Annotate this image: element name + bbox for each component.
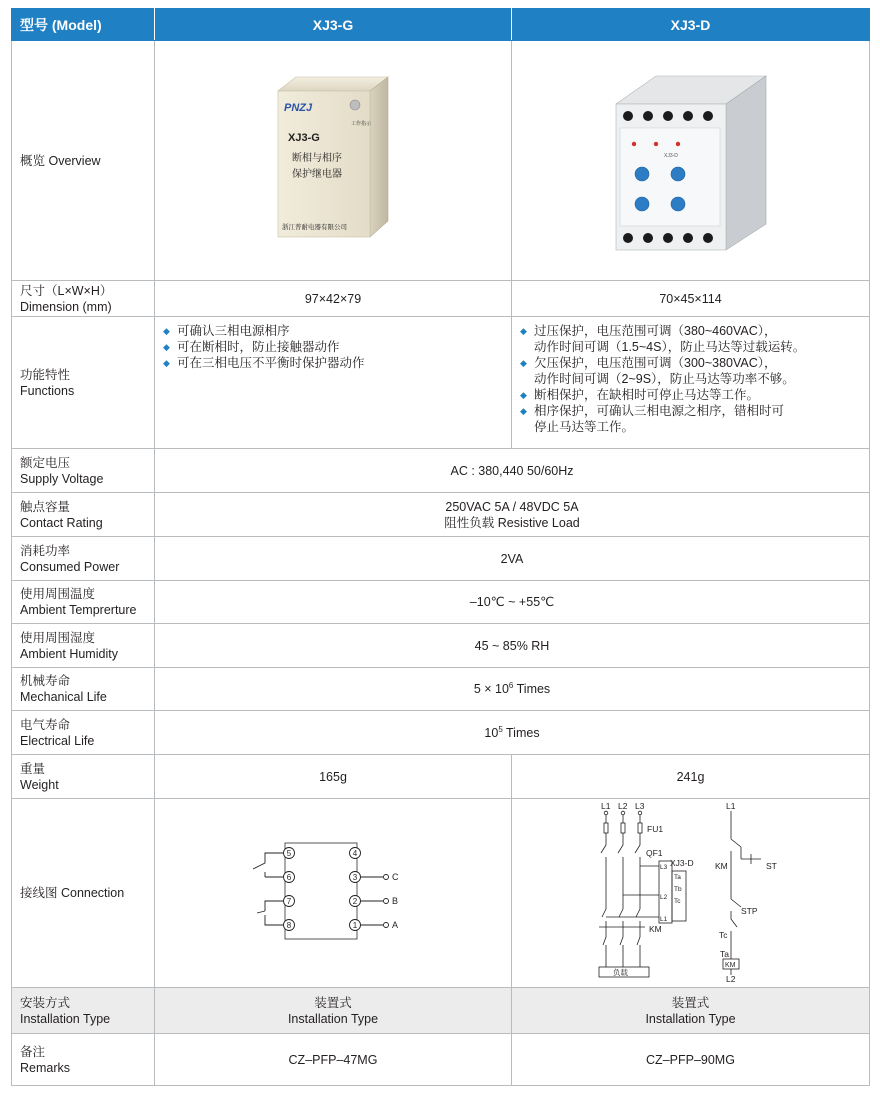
contact-value bbox=[155, 493, 870, 537]
function-item: ◆ 相序保护，可确认三相电源之相序，错相时可 停止马达等工作。 bbox=[520, 403, 869, 435]
weight-label-cn: 重量 bbox=[20, 761, 46, 776]
header-row bbox=[12, 9, 870, 41]
mech-label-en: Mechanical Life bbox=[20, 690, 107, 704]
breaker-label: QF1 bbox=[645, 848, 663, 858]
humidity-value: 45 ~ 85% RH bbox=[155, 624, 870, 668]
function-item: ◆ 断相保护，在缺相时可停止马达等工作。 bbox=[520, 387, 869, 403]
supply-label-en: Supply Voltage bbox=[20, 471, 104, 486]
function-item: ◆ 可在三相电压不平衡时保护器动作 bbox=[163, 355, 511, 371]
contact-value-line1: 250VAC 5A / 48VDC 5A bbox=[445, 499, 579, 514]
weight-label-en: Weight bbox=[20, 777, 59, 792]
wiring-diagram-xj3d bbox=[591, 799, 791, 983]
temp-label bbox=[12, 581, 155, 624]
contact-label bbox=[12, 493, 155, 537]
functions-xj3g bbox=[155, 317, 512, 449]
weight-xj3g: 165g bbox=[155, 755, 512, 799]
mech-label bbox=[12, 668, 155, 711]
row-overview bbox=[12, 41, 870, 281]
temp-value: –10℃ ~ +55℃ bbox=[155, 581, 870, 624]
pin-label: 1 bbox=[352, 921, 358, 930]
elec-label bbox=[12, 711, 155, 755]
humidity-label bbox=[12, 624, 155, 668]
functions-label bbox=[12, 317, 155, 449]
supply-label bbox=[12, 449, 155, 493]
temp-label-en: Ambient Temprerture bbox=[20, 603, 137, 617]
terminal-label: B bbox=[392, 896, 399, 906]
row-ambient-temperature bbox=[12, 581, 870, 624]
remarks-xj3g: CZ–PFP–47MG bbox=[155, 1034, 512, 1086]
mech-value: $5 \times 10^6$ Times bbox=[155, 668, 870, 711]
pin-label: 3 bbox=[352, 873, 358, 882]
power-label bbox=[12, 537, 155, 581]
product-model-label: XJ3-G bbox=[288, 131, 320, 144]
row-installation-type bbox=[12, 988, 870, 1034]
row-ambient-humidity bbox=[12, 624, 870, 668]
power-label-cn: 消耗功率 bbox=[20, 543, 71, 558]
knob-icon bbox=[671, 197, 685, 211]
row-connection bbox=[12, 799, 870, 988]
connection-label: 接线图 Connection bbox=[12, 799, 155, 988]
product-image-xj3g bbox=[155, 41, 512, 281]
dimension-xj3d: 70×45×114 bbox=[512, 281, 870, 317]
load-label: 负载 bbox=[612, 968, 628, 977]
row-consumed-power bbox=[12, 537, 870, 581]
knob-icon bbox=[635, 167, 649, 181]
functions-label-en: Functions bbox=[20, 383, 75, 398]
row-mechanical-life bbox=[12, 668, 870, 711]
row-functions bbox=[12, 317, 870, 449]
product-line2: 保护继电器 bbox=[292, 168, 342, 180]
install-label-cn: 安装方式 bbox=[20, 995, 71, 1010]
product-maker: 浙江普耐电器有限公司 bbox=[282, 223, 347, 231]
contact-label-en: Contact Rating bbox=[20, 515, 103, 530]
control-l1-label: L1 bbox=[725, 801, 735, 811]
contactor-label: KM bbox=[648, 924, 662, 934]
pin-label: 6 bbox=[286, 873, 292, 882]
relay-pin-label: Ta bbox=[673, 874, 681, 881]
humidity-label-en: Ambient Humidity bbox=[20, 646, 118, 661]
pin-label: 8 bbox=[286, 921, 292, 930]
mech-label-cn: 机械寿命 bbox=[20, 674, 71, 688]
temp-label-cn: 使用周围温度 bbox=[20, 587, 96, 601]
relay-pin-label: Tc bbox=[673, 898, 680, 905]
spec-table bbox=[11, 8, 870, 1086]
start-label: ST bbox=[765, 861, 777, 871]
brand-logo: PNZJ bbox=[284, 101, 313, 114]
row-contact-rating bbox=[12, 493, 870, 537]
ta-label: Ta bbox=[719, 949, 729, 959]
row-electrical-life bbox=[12, 711, 870, 755]
row-remarks bbox=[12, 1034, 870, 1086]
functions-xj3d bbox=[512, 317, 870, 449]
phase-label: L1 bbox=[600, 801, 610, 811]
supply-label-cn: 额定电压 bbox=[20, 455, 71, 470]
pin-label: 2 bbox=[352, 897, 358, 906]
relay-label: XJ3-D bbox=[669, 858, 694, 868]
header-col-xj3d: XJ3-D bbox=[512, 9, 870, 41]
header-col-xj3g: XJ3-G bbox=[155, 9, 512, 41]
pin-label: 7 bbox=[286, 897, 292, 906]
elec-label-en: Electrical Life bbox=[20, 733, 95, 748]
indicator-label: 工作指示 bbox=[351, 120, 372, 127]
product-xj3g-illustration bbox=[258, 69, 408, 249]
remarks-label bbox=[12, 1034, 155, 1086]
fuse-label: FU1 bbox=[646, 824, 663, 834]
header-model-label: 型号 (Model) bbox=[12, 9, 155, 41]
phase-label: L3 bbox=[634, 801, 644, 811]
product-line1: 断相与相序 bbox=[292, 152, 342, 164]
power-value: 2VA bbox=[155, 537, 870, 581]
stop-label: STP bbox=[740, 906, 758, 916]
functions-label-cn: 功能特性 bbox=[20, 367, 71, 382]
indicator-lamp-icon bbox=[350, 100, 360, 110]
product-d-model-label: XJ3-D bbox=[663, 152, 678, 159]
relay-pin-label: L1 bbox=[659, 916, 667, 923]
wiring-diagram-xj3g bbox=[243, 841, 423, 941]
coil-label: KM bbox=[724, 962, 735, 969]
product-image-xj3d bbox=[512, 41, 870, 281]
row-supply-voltage bbox=[12, 449, 870, 493]
humidity-label-cn: 使用周围湿度 bbox=[20, 630, 96, 645]
dimension-label bbox=[12, 281, 155, 317]
function-item: ◆ 可在断相时，防止接触器动作 bbox=[163, 339, 511, 355]
install-label bbox=[12, 988, 155, 1034]
install-label-en: Installation Type bbox=[20, 1011, 111, 1026]
relay-pin-label: Tb bbox=[673, 886, 682, 893]
tc-label: Tc bbox=[718, 930, 727, 940]
dimension-label-en: Dimension (mm) bbox=[20, 299, 112, 314]
install-xj3g: 装置式 Installation Type bbox=[155, 988, 512, 1034]
weight-xj3d: 241g bbox=[512, 755, 870, 799]
terminal-label: A bbox=[392, 920, 399, 930]
install-xj3d: 装置式 Installation Type bbox=[512, 988, 870, 1034]
contact-label-cn: 触点容量 bbox=[20, 499, 71, 514]
dimension-xj3g: 97×42×79 bbox=[155, 281, 512, 317]
elec-value: $10^5$ Times bbox=[155, 711, 870, 755]
function-item: ◆ 过压保护，电压范围可调（380~460VAC）， 动作时间可调（1.5~4S），防止马达等过载运转。 bbox=[520, 323, 869, 355]
knob-icon bbox=[671, 167, 685, 181]
remarks-label-cn: 备注 bbox=[20, 1044, 46, 1059]
phase-label: L2 bbox=[617, 801, 627, 811]
knob-icon bbox=[635, 197, 649, 211]
connection-diagram-xj3d bbox=[512, 799, 870, 988]
pin-label: 5 bbox=[286, 849, 292, 858]
product-xj3d-illustration bbox=[606, 64, 776, 254]
row-weight bbox=[12, 755, 870, 799]
connection-diagram-xj3g bbox=[155, 799, 512, 988]
function-item: ◆ 欠压保护，电压范围可调（300~380VAC）， 动作时间可调（2~9S），防止马达等功率不够。 bbox=[520, 355, 869, 387]
power-label-en: Consumed Power bbox=[20, 559, 120, 574]
terminal-label: C bbox=[392, 872, 399, 882]
relay-pin-label: L2 bbox=[659, 894, 667, 901]
relay-pin-label: L3 bbox=[659, 864, 667, 871]
row-dimension bbox=[12, 281, 870, 317]
pin-label: 4 bbox=[352, 849, 358, 858]
remarks-xj3d: CZ–PFP–90MG bbox=[512, 1034, 870, 1086]
weight-label bbox=[12, 755, 155, 799]
elec-label-cn: 电气寿命 bbox=[20, 717, 71, 732]
supply-value: AC : 380,440 50/60Hz bbox=[155, 449, 870, 493]
contact-value-line2: 阻性负载 Resistive Load bbox=[444, 515, 580, 530]
km-contact-label: KM bbox=[714, 861, 728, 871]
function-item: ◆ 可确认三相电源相序 bbox=[163, 323, 511, 339]
dimension-label-cn: 尺寸（L×W×H） bbox=[20, 283, 113, 298]
overview-label: 概览 Overview bbox=[12, 41, 155, 281]
control-l2-label: L2 bbox=[725, 974, 735, 983]
remarks-label-en: Remarks bbox=[20, 1060, 71, 1075]
